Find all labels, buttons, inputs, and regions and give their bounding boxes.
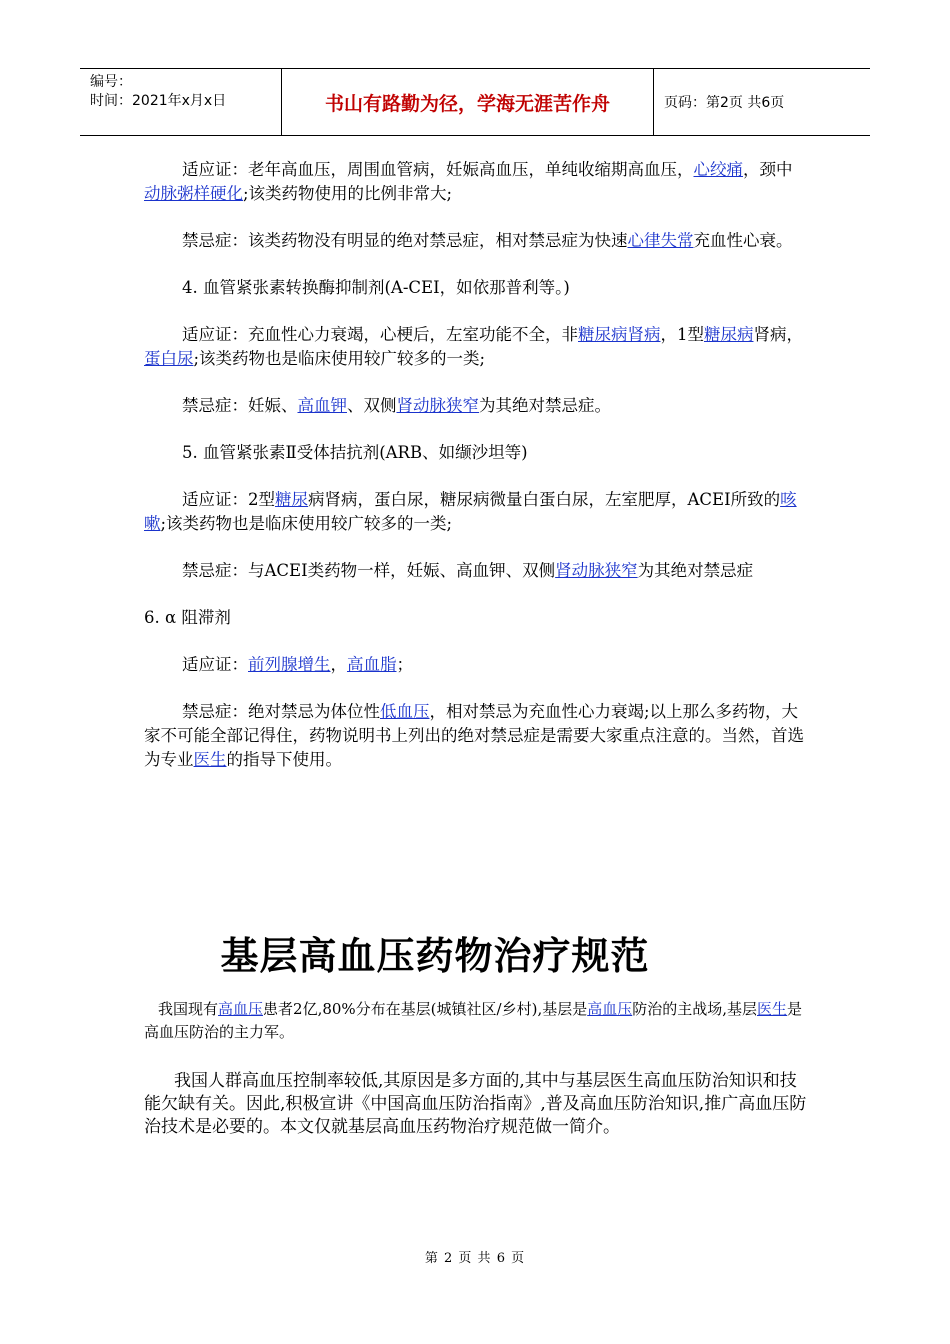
paragraph-indications-4 (144, 653, 804, 677)
text: 充血性心衰。 (693, 231, 793, 250)
paragraph-intro-1 (144, 998, 808, 1044)
section-intro (144, 998, 808, 1066)
link-diabetes-2[interactable]: 糖尿 (275, 490, 308, 509)
text: ，颈中 (743, 160, 793, 179)
text: ； (396, 655, 413, 674)
text: ;该类药物使用的比例非常大; (243, 184, 453, 203)
text: 的指导下使用。 (226, 750, 342, 769)
link-diabetes[interactable]: 糖尿病 (704, 325, 754, 344)
link-hyperkalemia[interactable]: 高血钾 (297, 396, 347, 415)
link-diabetic-nephropathy[interactable]: 糖尿病肾病 (578, 325, 661, 344)
link-arrhythmia[interactable]: 心律失常 (627, 231, 694, 250)
link-doctor[interactable]: 医生 (193, 750, 227, 769)
link-renal-artery-stenosis-2[interactable]: 肾动脉狭窄 (555, 561, 638, 580)
text: ;该类药物也是临床使用较广较多的一类; (160, 514, 453, 533)
text: ;该类药物也是临床使用较广较多的一类; (193, 349, 486, 368)
link-doctor-2[interactable]: 医生 (757, 1000, 788, 1018)
text: 为其绝对禁忌症 (637, 561, 754, 580)
link-cough[interactable]: 咳嗽 (144, 490, 797, 533)
text: ， (330, 655, 347, 674)
paragraph-indications-2 (144, 323, 804, 371)
text: ，1型 (660, 325, 704, 344)
text: 肾病， (753, 325, 803, 344)
text: 禁忌症：妊娠、 (182, 396, 298, 415)
text: 禁忌症：该类药物没有明显的绝对禁忌症，相对禁忌症为快速 (182, 231, 628, 250)
paragraph-contraindications-4 (144, 700, 804, 772)
link-hypotension[interactable]: 低血压 (380, 702, 430, 721)
paragraph-indications-1 (144, 158, 804, 206)
text: 我国现有 (158, 1000, 219, 1018)
heading-alpha-blocker: 6. α 阻滞剂 (144, 608, 231, 627)
text: 适应证：老年高血压，周围血管病，妊娠高血压，单纯收缩期高血压， (182, 160, 694, 179)
document-time: 时间：2021年x月x日 (90, 93, 227, 109)
document-number: 编号： (90, 74, 132, 90)
text: 禁忌症：与ACEI类药物一样，妊娠、高血钾、双侧 (182, 561, 556, 580)
link-renal-artery-stenosis[interactable]: 肾动脉狭窄 (396, 396, 479, 415)
section-title: 基层高血压药物治疗规范 (220, 933, 650, 978)
link-atherosclerosis[interactable]: 动脉粥样硬化 (144, 184, 243, 203)
heading-acei: 4. 血管紧张素转换酶抑制剂(A-CEI，如依那普利等。) (182, 278, 570, 297)
text: 适应证：充血性心力衰竭，心梗后，左室功能不全，非 (182, 325, 578, 344)
text: 为其绝对禁忌症。 (479, 396, 611, 415)
text: 禁忌症：绝对禁忌为体位性 (182, 702, 380, 721)
paragraph-contraindications-2 (144, 394, 804, 418)
paragraph-indications-3 (144, 488, 804, 536)
link-hypertension-2[interactable]: 高血压 (587, 1000, 633, 1018)
text: ，相对禁忌为充血性心力衰竭;以上那么多药物，大家不可能全部记得住，药物说明书上列出的绝对禁忌症是需要大家重点注意的。当然，首选为专业 (144, 702, 804, 769)
page-header (80, 68, 870, 136)
main-content (144, 158, 804, 795)
text: 防治的主战场,基层 (632, 1000, 758, 1018)
text: 适应证：2型 (182, 490, 275, 509)
text: 病肾病，蛋白尿，糖尿病微量白蛋白尿，左室肥厚，ACEI所致的 (308, 490, 781, 509)
paragraph-contraindications-1 (144, 229, 804, 253)
text: 适应证： (182, 655, 248, 674)
header-page-info: 页码：第2页 共6页 (664, 95, 785, 111)
text: 是高血压防治的主力军。 (144, 1000, 803, 1041)
heading-arb: 5. 血管紧张素Ⅱ受体拮抗剂(ARB、如缬沙坦等) (182, 443, 528, 462)
header-motto: 书山有路勤为径，学海无涯苦作舟 (282, 69, 654, 135)
page-footer: 第 2 页 共 6 页 (424, 1251, 526, 1266)
link-angina[interactable]: 心绞痛 (693, 160, 743, 179)
link-prostate-hyperplasia[interactable]: 前列腺增生 (248, 655, 331, 674)
link-hyperlipidemia[interactable]: 高血脂 (347, 655, 397, 674)
link-hypertension[interactable]: 高血压 (218, 1000, 264, 1018)
header-meta (80, 69, 282, 135)
paragraph-intro-2: 我国人群高血压控制率较低,其原因是多方面的,其中与基层医生高血压防治知识和技能欠缺有关。因此,积极宣讲《中国高血压防治指南》,普及高血压防治知识,推广高血压防治技术是必要的。本文仅就基层高血压药物治疗规范做一简介。 (144, 1071, 807, 1137)
link-proteinuria[interactable]: 蛋白尿 (144, 349, 194, 368)
text: 患者2亿,80%分布在基层(城镇社区/乡村),基层是 (263, 1000, 588, 1018)
paragraph-contraindications-3 (144, 559, 804, 583)
text: 、双侧 (347, 396, 397, 415)
